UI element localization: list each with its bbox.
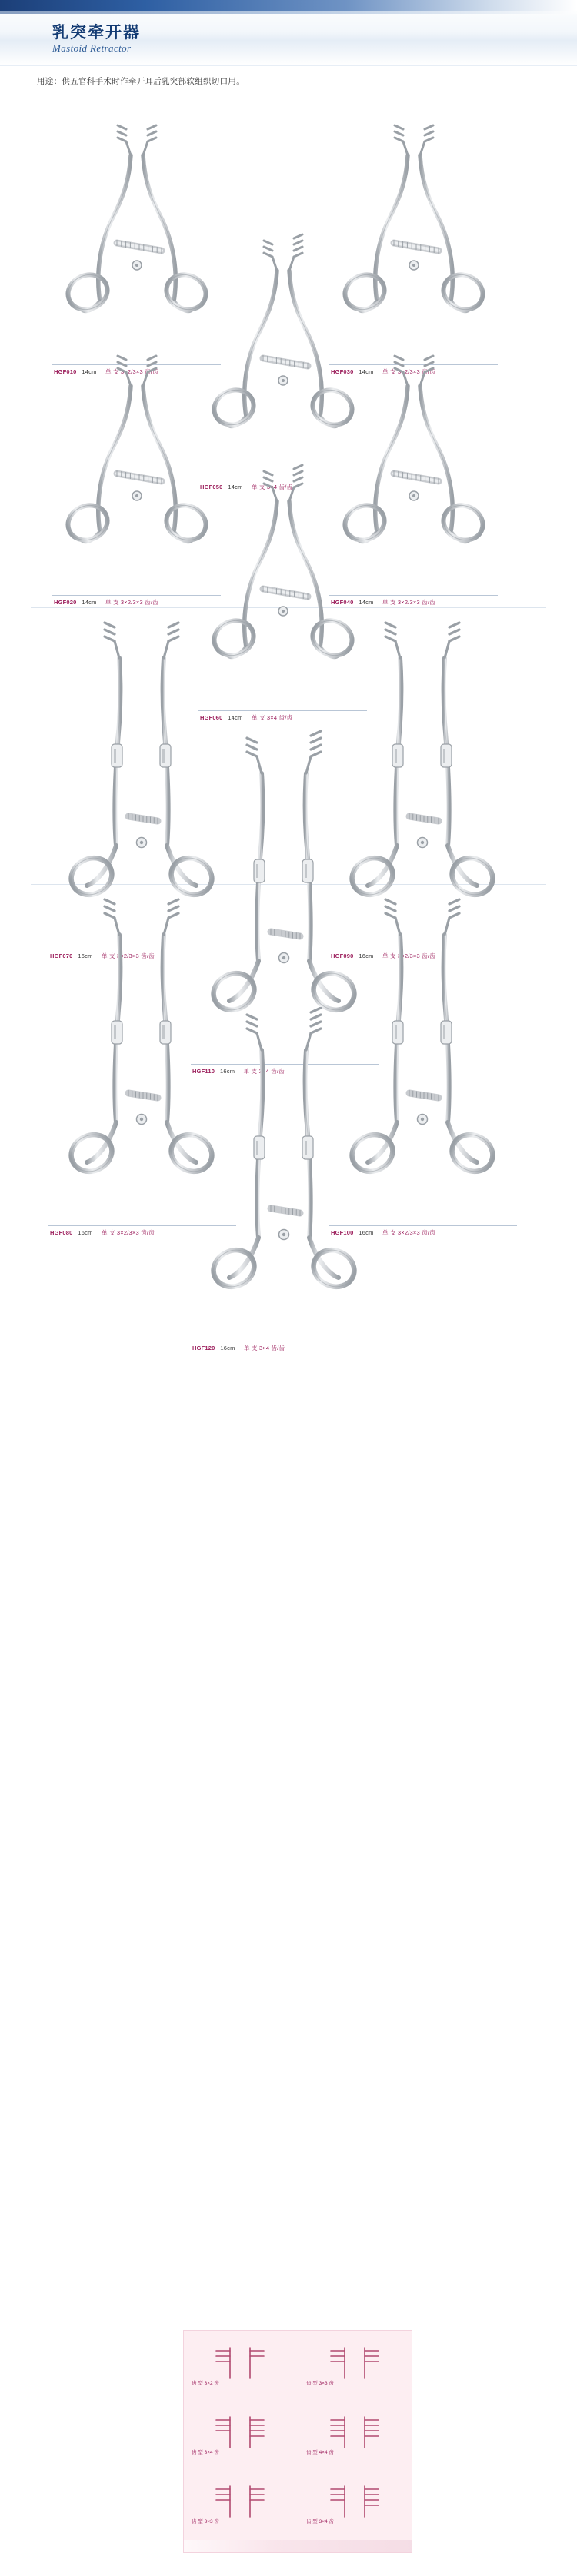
product-desc: 单 支 3×4 齿/齿 <box>251 484 293 490</box>
product-size: 14cm <box>82 599 97 606</box>
product-size: 16cm <box>220 1345 235 1351</box>
product-code: HGF080 <box>50 1229 73 1236</box>
spec-cell-label: 齿 型 3×3 齿 <box>192 2519 219 2524</box>
product-desc: 单 支 3×2/3×3 齿/齿 <box>105 599 158 606</box>
product-size: 14cm <box>82 368 97 375</box>
product-desc: 单 支 3×4 齿/齿 <box>243 1068 285 1075</box>
teeth-spec-table <box>183 2330 412 2553</box>
product-desc: 单 支 3×2/3×3 齿/齿 <box>105 368 158 375</box>
product-size: 16cm <box>359 1229 374 1236</box>
product-item <box>185 1007 385 1358</box>
product-code: HGF040 <box>331 599 354 606</box>
product-size: 16cm <box>220 1068 235 1075</box>
product-code: HGF120 <box>192 1345 215 1351</box>
product-caption <box>54 598 158 607</box>
spec-cell <box>184 2406 299 2461</box>
teeth-diagram <box>325 2481 386 2521</box>
product-caption <box>192 1344 285 1352</box>
product-desc: 单 支 3×2/3×3 齿/齿 <box>101 1229 155 1236</box>
spec-cell <box>184 2475 299 2531</box>
product-code: HGF100 <box>331 1229 354 1236</box>
product-code: HGF090 <box>331 952 354 959</box>
teeth-diagram <box>210 2343 272 2383</box>
instrument-illustration <box>185 1007 385 1338</box>
spec-cell-label: 齿 型 3×2 齿 <box>192 2381 219 2386</box>
product-size: 16cm <box>78 952 93 959</box>
product-size: 14cm <box>359 368 374 375</box>
page-title-en: Mastoid Retractor <box>52 42 132 54</box>
product-code: HGF050 <box>200 484 223 490</box>
spec-cell <box>184 2337 299 2392</box>
usage-note: 用途：供五官科手术时作牵开耳后乳突部软组织切口用。 <box>37 77 245 86</box>
teeth-diagram <box>325 2412 386 2452</box>
product-desc: 单 支 3×2/3×3 齿/齿 <box>382 599 435 606</box>
product-code: HGF010 <box>54 368 77 375</box>
spec-cell-label: 齿 型 3×4 齿 <box>306 2519 334 2524</box>
product-size: 14cm <box>228 484 243 490</box>
spec-cell <box>299 2475 413 2531</box>
product-desc: 单 支 3×2/3×3 齿/齿 <box>382 368 435 375</box>
product-code: HGF020 <box>54 599 77 606</box>
table-footer-gloss <box>184 2540 412 2552</box>
spec-cell-label: 齿 型 3×3 齿 <box>306 2381 334 2386</box>
product-desc: 单 支 3×2/3×3 齿/齿 <box>382 952 435 959</box>
product-size: 14cm <box>359 599 374 606</box>
product-code: HGF110 <box>192 1068 215 1075</box>
product-size: 14cm <box>228 714 243 721</box>
product-desc: 单 支 3×4 齿/齿 <box>243 1345 285 1351</box>
teeth-diagram <box>325 2343 386 2383</box>
spec-cell <box>299 2337 413 2392</box>
teeth-diagram <box>210 2412 272 2452</box>
product-size: 16cm <box>359 952 374 959</box>
page-title-cn: 乳突牵开器 <box>52 24 141 42</box>
spec-cell-label: 齿 型 4×4 齿 <box>306 2450 334 2455</box>
product-size: 16cm <box>78 1229 93 1236</box>
product-code: HGF030 <box>331 368 354 375</box>
product-illustration <box>185 1007 385 1341</box>
product-desc: 单 支 3×4 齿/齿 <box>251 714 293 721</box>
spec-cell <box>299 2406 413 2461</box>
product-code: HGF070 <box>50 952 73 959</box>
product-desc: 单 支 3×2/3×3 齿/齿 <box>101 952 155 959</box>
spec-cell-label: 齿 型 3×4 齿 <box>192 2450 219 2455</box>
product-code: HGF060 <box>200 714 223 721</box>
teeth-diagram <box>210 2481 272 2521</box>
product-caption <box>50 1228 155 1237</box>
product-desc: 单 支 3×2/3×3 齿/齿 <box>382 1229 435 1236</box>
